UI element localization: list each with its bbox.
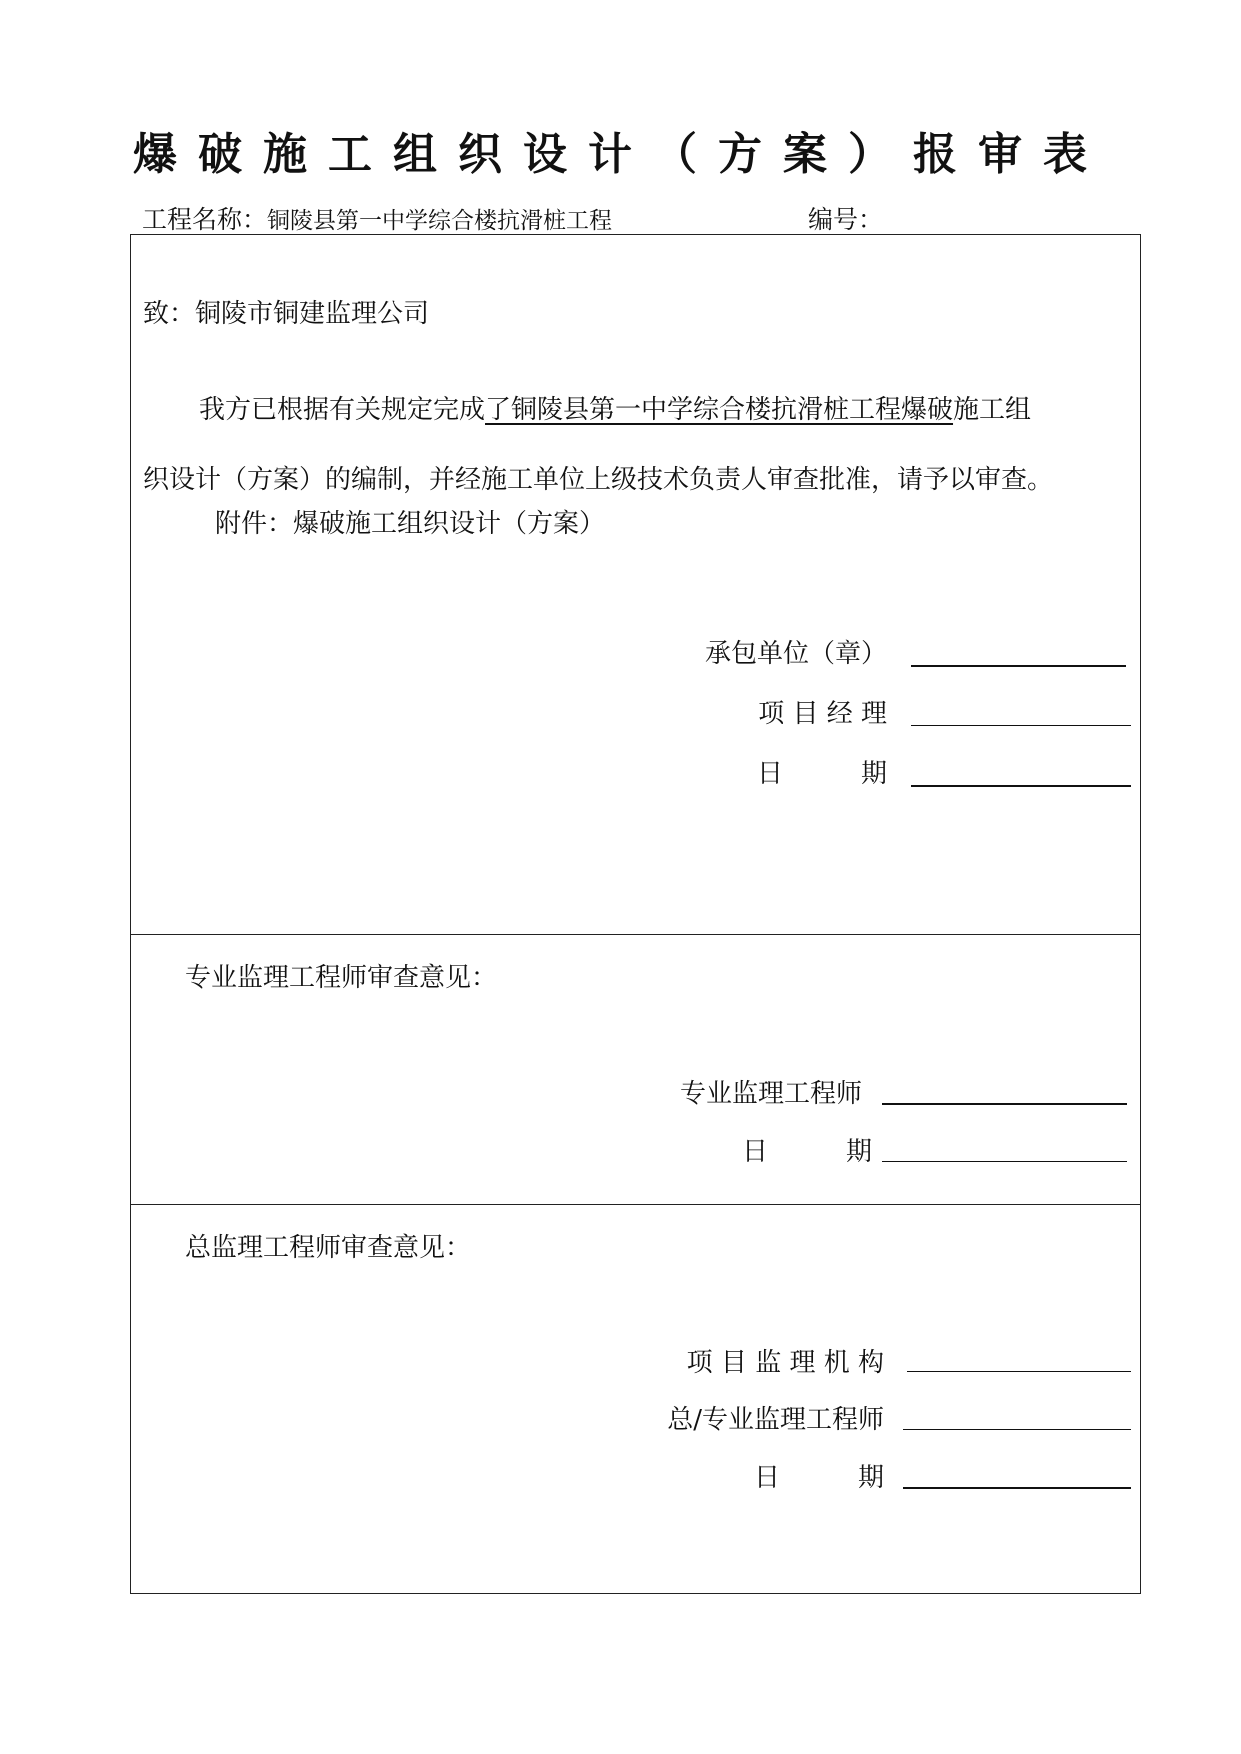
chief-engineer-line[interactable] [903, 1429, 1131, 1430]
specialist-engineer-line[interactable] [882, 1103, 1127, 1105]
form-number-label: 编号： [808, 205, 884, 234]
date-line-1[interactable] [911, 785, 1131, 787]
addressee: 致：铜陵市铜建监理公司 [143, 299, 430, 329]
supervision-org-label: 项 目 监 理 机 构 [686, 1348, 884, 1378]
contractor-seal-label: 承包单位（章） [704, 639, 887, 669]
attachment-line: 附件：爆破施工组织设计（方案） [215, 509, 606, 539]
date-label-1: 日 期 [756, 759, 887, 789]
chief-engineer-label: 总/专业监理工程师 [667, 1405, 884, 1435]
specialist-engineer-label: 专业监理工程师 [679, 1079, 862, 1109]
project-name-field [142, 200, 612, 236]
contractor-seal-line[interactable] [911, 665, 1126, 667]
submission-text-underlined: 了铜陵县第一中学综合楼抗滑桩工程爆破 [485, 395, 954, 425]
project-manager-label: 项 目 经 理 [758, 699, 887, 729]
form-number-field [808, 200, 883, 236]
specialist-review-heading: 专业监理工程师审查意见： [185, 963, 498, 993]
form-table [130, 234, 1141, 1594]
form-title: 爆破施工组织设计（方案）报审表 [133, 129, 1108, 180]
date-line-3[interactable] [903, 1487, 1131, 1489]
submission-text-suffix: 施工组 [953, 395, 1032, 425]
submission-text-line1 [199, 389, 1031, 426]
project-manager-line[interactable] [911, 725, 1131, 726]
section-divider-1 [131, 934, 1140, 935]
date-line-2[interactable] [882, 1161, 1127, 1162]
chief-review-heading: 总监理工程师审查意见： [185, 1233, 472, 1263]
date-label-2: 日 期 [741, 1137, 872, 1167]
supervision-org-line[interactable] [907, 1371, 1131, 1372]
section-divider-2 [131, 1204, 1140, 1205]
project-name-value: 铜陵县第一中学综合楼抗滑桩工程 [267, 208, 613, 234]
submission-text-prefix: 我方已根据有关规定完成 [199, 395, 486, 425]
date-label-3: 日 期 [753, 1463, 884, 1493]
submission-text-line2: 织设计（方案）的编制，并经施工单位上级技术负责人审查批准，请予以审查。 [143, 465, 1054, 495]
project-name-label: 工程名称： [142, 205, 268, 234]
